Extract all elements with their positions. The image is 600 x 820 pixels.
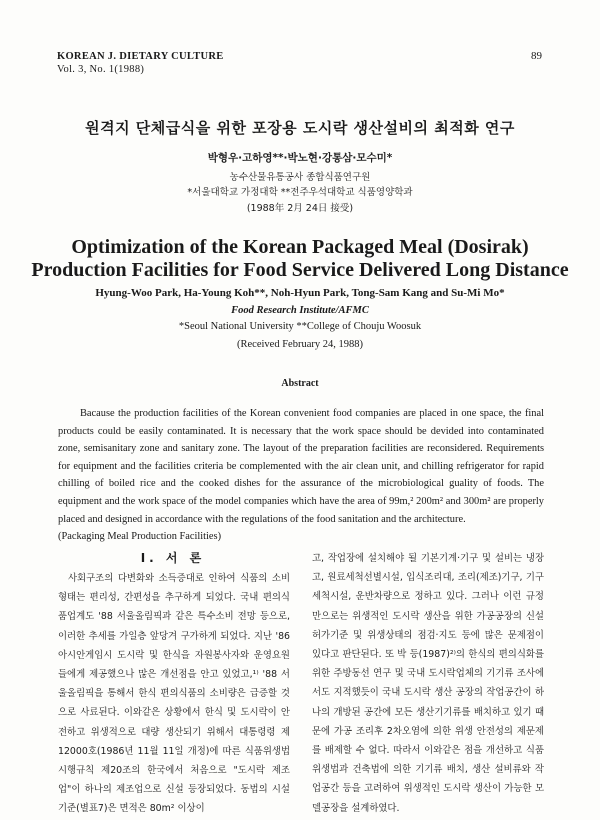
english-affiliation: *Seoul National University **College of Chouju Woosuk — [178, 321, 422, 332]
left-column-text: 사회구조의 다변화와 소득증대로 인하여 식품의 소비형태는 편리성, 간편성을 추구하게 되었다. 국내 편의식품업계도 '88 서울올림픽과 같은 특수소비 전망 등으로, 이러한 추세를 가일층 앞당겨 구가하게 되었다. 지난 '86 아시안게임시 도시락 및 한식을 자원봉사자와 운영요원들에게 제공했으나 많은 개선점을 안고 있었고,¹⁾ '88 서울올림픽을 통해서 한식 편의식품의 소비량은 급증할 것으로 사료된다. 이와같은 상황에서 한식 및 도시락이 안전하고 위생적으로 대량 생산되기 위해서 대통령령 제12000호(1986년 11월 11일 개정)에 따른 식품위생법 시행규칙 제20조의 한국에서 처음으로 "도시락 제조업"이 하나의 제조업으로 신설 등장되었다. 동법의 시설기준(별표7)은 면적은 80m² 이상이 — [58, 573, 290, 815]
body-left-column — [58, 569, 290, 819]
korean-received-date: (1988年 2月 24日 接受) — [246, 203, 354, 214]
english-title-line-2: Production Facilities for Food Service Delivered Long Distance — [31, 259, 569, 281]
journal-volume: Vol. 3, No. 1(1988) — [57, 64, 145, 75]
korean-title: 원격지 단체급식을 위한 포장용 도시락 생산설비의 최적화 연구 — [85, 119, 515, 137]
body-right-column — [312, 549, 544, 818]
english-title — [0, 236, 600, 282]
abstract-heading: Abstract — [281, 378, 319, 389]
right-column-text: 고, 작업장에 설치해야 될 기본기계·기구 및 설비는 냉장고, 원료세척선별시설, 입식조리대, 조리(제조)기구, 기구세척시설, 운반차량으로 정하고 있다. 그러나 이런 규정만으로는 위생적인 도시락 생산을 위한 가공공장의 신설허가기준 및 위생상태의 점검·지도 등에 많은 문제점이 있다고 판단된다. 또 박 등(1987)²⁾의 한식의 편의식화를 위한 주방동선 연구 및 국내 도시락업체의 기기류 조사에서도 지적했듯이 국내 도시락 생산 공장의 작업공간이 하나의 개방된 공간에 모든 생산기기류를 배치하고 있기 때문에 가공 조리후 2차오염에 의한 위생 안전성의 제문제를 배제할 수 없다. 따라서 이와같은 점을 개선하고 식품위생법과 건축법에 의한 기기류 배치, 생산 설비류와 작업공간 등을 고려하여 위생적인 도시락 생산이 가능한 모델공장을 설계하였다. — [312, 553, 544, 814]
korean-affiliation-1: 농수산물유통공사 종합식품연구원 — [229, 172, 371, 183]
english-title-line-1: Optimization of the Korean Packaged Meal (Dosirak) — [71, 236, 529, 258]
journal-header — [57, 50, 224, 76]
english-authors: Hyung-Woo Park, Ha-Young Koh**, Noh-Hyun Park, Tong-Sam Kang and Su-Mi Mo* — [95, 287, 505, 299]
section-heading: I. 서 론 — [140, 551, 206, 565]
page-number: 89 — [531, 50, 542, 62]
abstract — [58, 405, 544, 546]
english-received-date: (Received February 24, 1988) — [237, 339, 363, 350]
journal-name: KOREAN J. DIETARY CULTURE — [57, 51, 224, 62]
english-institute: Food Research Institute/AFMC — [231, 305, 369, 316]
korean-affiliation-2: *서울대학교 가정대학 **전주우석대학교 식품영양학과 — [187, 187, 413, 198]
abstract-keywords: (Packaging Meal Production Facilities) — [58, 531, 222, 543]
korean-authors: 박형우·고하영**·박노현·강통삼·모수미* — [207, 152, 393, 164]
abstract-body: Bacause the production facilities of the Korean convenient food companies are placed in one space, the final products could be easily contaminated. It is necessary that the work space should be devided into contaminated zone, semisanitary zone and sanitary zone. The layout of the preparation facilities are reconsidered. Requirements for equipment and the facilities criteria be complemented with the air clean unit, and chilling refrigerator for rapid chilling of boiled rice and the cooked dishes for the assurance of the microbiological guality of foods. The equipment and the work space of the model companies which have the area of 99m,² 200m² and 300m² are properly placed and designed in accordance with the regulations of the food sanitation and the architecture. — [58, 408, 544, 525]
